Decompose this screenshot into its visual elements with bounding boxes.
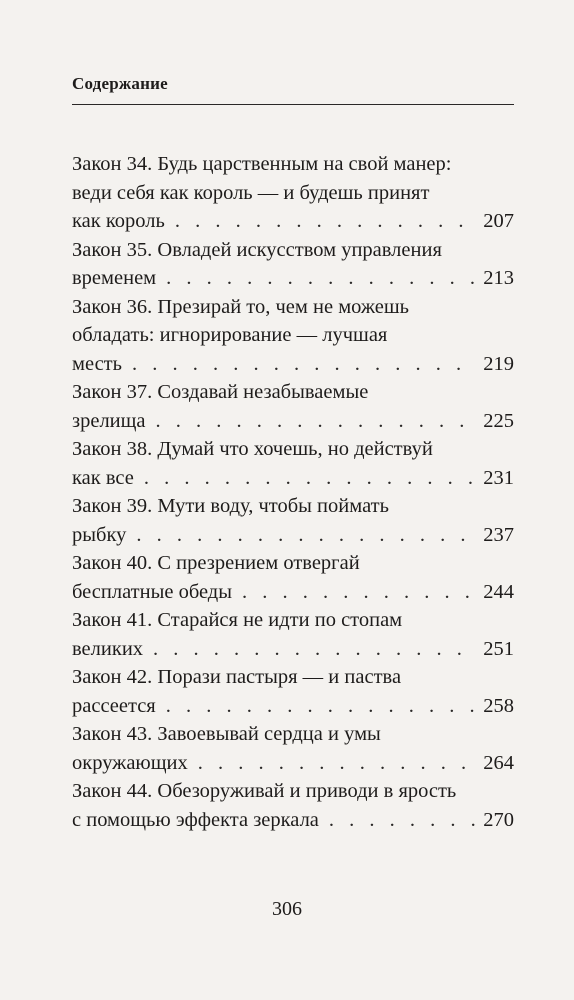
- toc-entry-line: зрелища: [72, 409, 146, 432]
- toc-entry-line: как все: [72, 466, 134, 489]
- toc-entry-37: [72, 378, 514, 435]
- toc-entry-35: [72, 236, 514, 293]
- dot-leader: [175, 207, 477, 236]
- toc-entry-line: Закон 41. Старайся не идти по стопам: [72, 609, 403, 631]
- dot-leader: [242, 578, 477, 607]
- toc-entry-43: [72, 720, 514, 777]
- toc-entry-line: временем: [72, 267, 157, 289]
- toc-entry-34: [72, 150, 514, 236]
- toc-page-number: 237: [483, 523, 514, 546]
- toc-entry-last-line: [72, 749, 514, 778]
- toc-entry-39: [72, 492, 514, 549]
- toc-entry-42: [72, 663, 514, 720]
- toc-entry-last-line: [72, 350, 514, 379]
- page-number: 306: [272, 898, 302, 920]
- dot-leader: [144, 464, 477, 493]
- dot-leader: [198, 749, 477, 778]
- dot-leader: [166, 264, 477, 293]
- toc-entry-line: великих: [72, 637, 144, 660]
- toc-entry-line: рассеется: [72, 694, 156, 717]
- toc-page-number: 219: [483, 352, 514, 375]
- toc-entry-line: Закон 36. Презирай то, чем не можешь: [72, 295, 410, 318]
- toc-entry-line: веди себя как король — и будешь принят: [72, 181, 430, 204]
- toc-entry-line: Закон 43. Завоевывай сердца и умы: [72, 723, 381, 745]
- toc-page-number: 231: [483, 466, 514, 489]
- toc-page-number: 251: [483, 637, 514, 660]
- toc-entry-line: рыбку: [72, 523, 127, 546]
- toc-entry-line: Закон 35. Овладей искусством управления: [72, 238, 442, 261]
- toc-page-number: 207: [483, 210, 514, 232]
- toc-entry-38: [72, 435, 514, 492]
- dot-leader: [132, 350, 477, 379]
- toc-entry-44: [72, 777, 514, 834]
- toc-entry-last-line: [72, 521, 514, 550]
- toc-entry-line: с помощью эффекта зеркала: [72, 808, 319, 831]
- dot-leader: [156, 407, 478, 436]
- toc-page-number: 213: [483, 267, 514, 289]
- dot-leader: [329, 806, 477, 835]
- toc-entry-last-line: [72, 635, 514, 664]
- dot-leader: [153, 635, 477, 664]
- toc-entry-line: Закон 42. Порази пастыря — и паства: [72, 666, 402, 688]
- dot-leader: [166, 692, 478, 721]
- table-of-contents: [72, 150, 514, 834]
- toc-entry-line: Закон 34. Будь царственным на свой манер:: [72, 153, 452, 175]
- toc-entry-line: Закон 37. Создавай незабываемые: [72, 381, 369, 403]
- toc-page-number: 264: [483, 751, 514, 774]
- toc-entry-last-line: [72, 806, 514, 835]
- toc-entry-last-line: [72, 692, 514, 721]
- toc-page-number: 244: [483, 580, 514, 603]
- toc-entry-line: бесплатные обеды: [72, 580, 233, 603]
- dot-leader: [136, 521, 477, 550]
- toc-entry-line: Закон 44. Обезоруживай и приводи в ярость: [72, 780, 457, 802]
- toc-entry-41: [72, 606, 514, 663]
- toc-entry-last-line: [72, 464, 514, 493]
- header-rule: [72, 104, 514, 105]
- toc-entry-last-line: [72, 578, 514, 607]
- toc-entry-36: [72, 293, 514, 379]
- toc-entry-line: как король: [72, 210, 165, 232]
- toc-page-number: 258: [483, 694, 514, 717]
- toc-entry-line: обладать: игнорирование — лучшая: [72, 324, 388, 346]
- toc-entry-40: [72, 549, 514, 606]
- toc-entry-line: Закон 38. Думай что хочешь, но действуй: [72, 438, 433, 460]
- toc-entry-last-line: [72, 407, 514, 436]
- toc-entry-line: Закон 39. Мути воду, чтобы поймать: [72, 495, 389, 517]
- toc-entry-last-line: [72, 207, 514, 236]
- toc-entry-line: месть: [72, 352, 122, 375]
- toc-page-number: 270: [483, 808, 514, 831]
- toc-page-number: 225: [483, 409, 514, 432]
- toc-entry-last-line: [72, 264, 514, 293]
- toc-entry-line: Закон 40. С презрением отвергай: [72, 552, 360, 574]
- running-header: Содержание: [72, 74, 168, 93]
- toc-entry-line: окружающих: [72, 751, 188, 774]
